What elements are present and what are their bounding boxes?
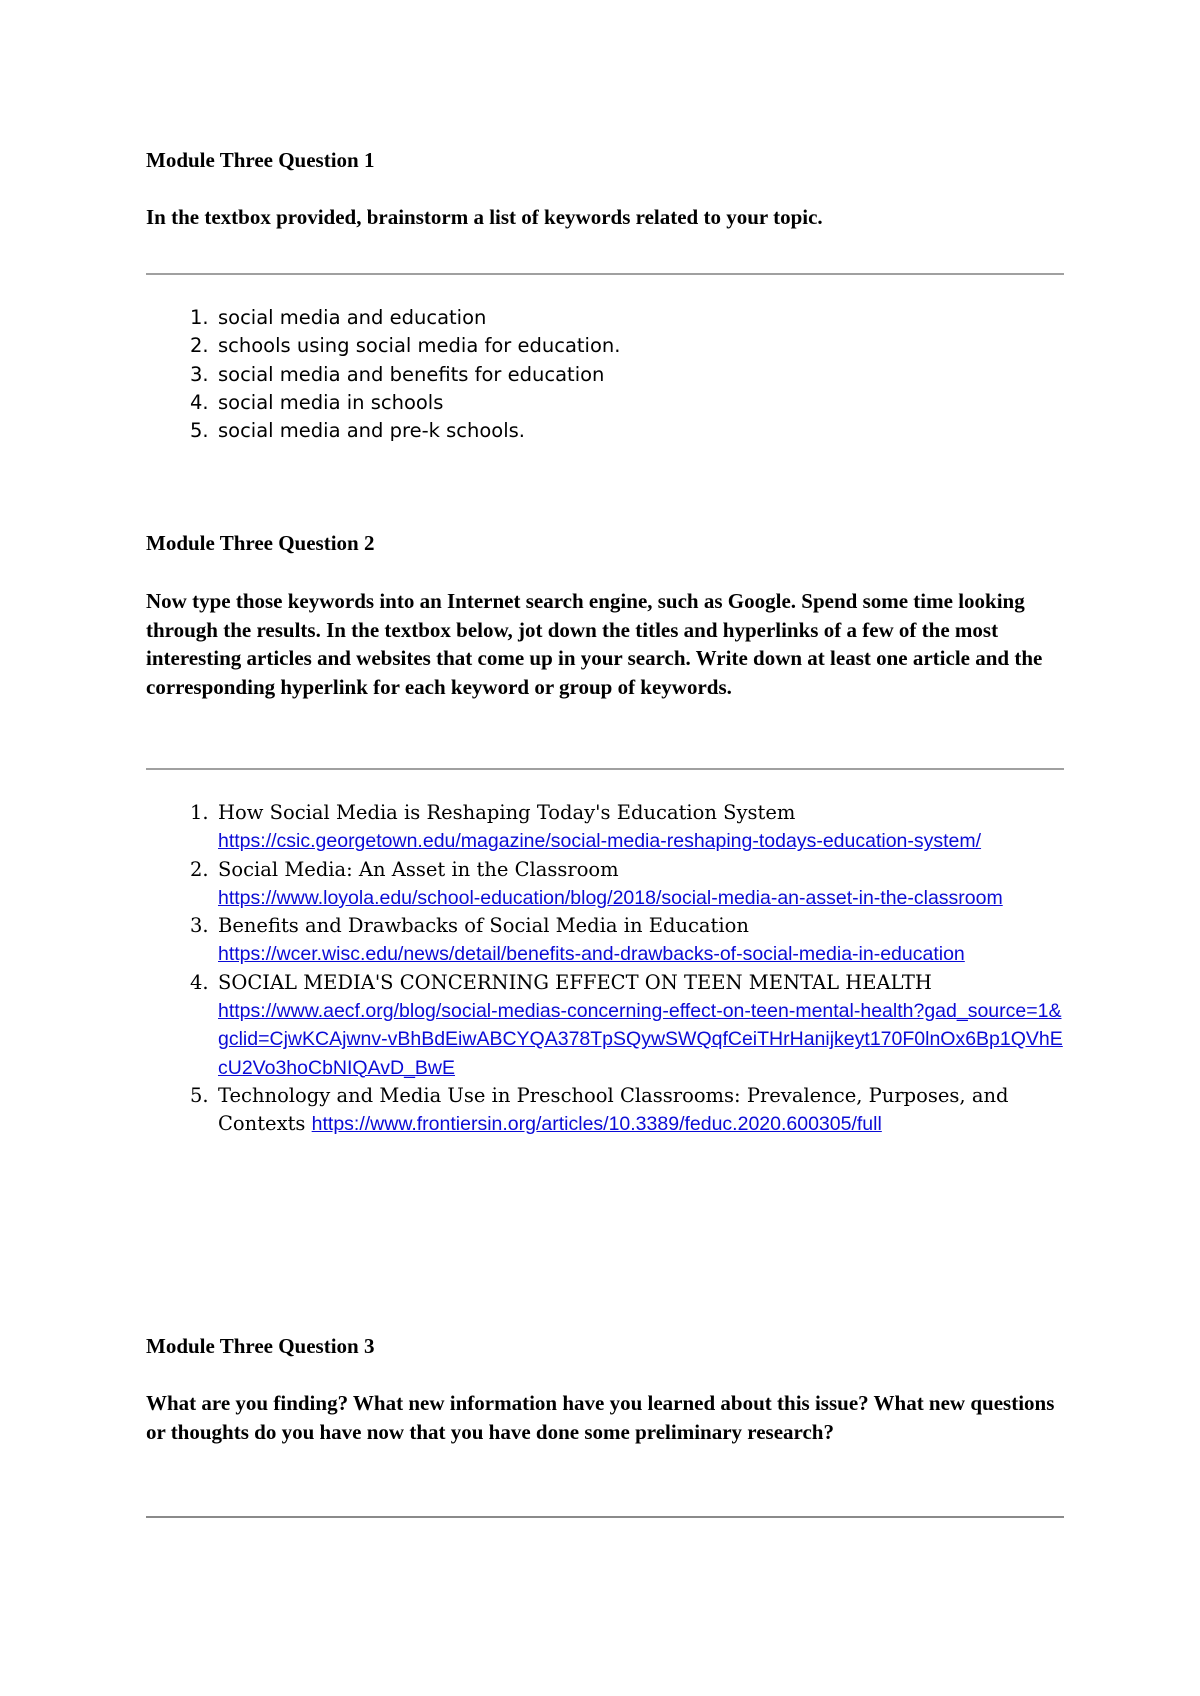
list-item: 4. social media in schools <box>190 390 444 414</box>
article-link[interactable]: https://www.loyola.edu/school-education/blog/2018/social-media-an-asset-in-the-classroom <box>218 886 1003 909</box>
list-item: 3. social media and benefits for education <box>190 362 605 386</box>
list-item: 5. social media and pre-k schools. <box>190 419 525 443</box>
article-title: Benefits and Drawbacks of Social Media in Education <box>218 914 749 938</box>
article-title: Technology and Media Use in Preschool Classrooms: Prevalence, Purposes, and Contexts <box>218 1083 1009 1136</box>
keyword-text: social media and benefits for education <box>218 362 605 386</box>
q1-keyword-list <box>190 304 1070 445</box>
article-title: Social Media: An Asset in the Classroom <box>218 857 619 881</box>
article-title: How Social Media is Reshaping Today's Education System <box>218 801 796 824</box>
list-item: 1. How Social Media is Reshaping Today's Education System https://csic.georgetown.edu/magazine/social-media-reshaping-todays-education-system/ <box>190 799 1070 856</box>
q2-prompt: Now type those keywords into an Internet search engine, such as Google. Spend some time looking through the results. In the textbox below, jot down the titles and hyperlinks of a few of the most interesting articles and websites that come up in your search. Write down at least one article and the corresponding hyperlink for each keyword or group of keywords. <box>146 589 1043 699</box>
list-item: 4. SOCIAL MEDIA'S CONCERNING EFFECT ON TEEN MENTAL HEALTH https://www.aecf.org/blog/social-medias-concerning-effect-on-teen-mental-health?gad_source=1&gclid=CjwKCAjwnv-vBhBdEiwABCYQA378TpSQywSWQqfCeiTHrHanijkeyt170F0lnOx6Bp1QVhEcU2Vo3hoCbNIQAvD_BwE <box>190 969 1070 1082</box>
keyword-text: social media and education <box>218 306 487 329</box>
article-link[interactable]: https://wcer.wisc.edu/news/detail/benefits-and-drawbacks-of-social-media-in-education <box>218 943 965 966</box>
keyword-text: schools using social media for education. <box>218 334 621 358</box>
q2-article-list <box>190 799 1070 1139</box>
article-link[interactable]: https://www.frontiersin.org/articles/10.3389/feduc.2020.600305/full <box>311 1113 882 1136</box>
list-item: 3. Benefits and Drawbacks of Social Media in Education https://wcer.wisc.edu/news/detail/benefits-and-drawbacks-of-social-media-in-education <box>190 912 1070 969</box>
list-item: 2. schools using social media for education. <box>190 334 621 358</box>
q2-heading: Module Three Question 2 <box>146 531 375 555</box>
article-title: SOCIAL MEDIA'S CONCERNING EFFECT ON TEEN MENTAL HEALTH <box>218 970 932 994</box>
keyword-text: social media in schools <box>218 390 444 414</box>
q1-prompt: In the textbox provided, brainstorm a list of keywords related to your topic. <box>146 205 823 229</box>
q2-textbox-divider <box>146 768 1064 770</box>
q1-textbox-divider <box>146 273 1064 275</box>
article-link[interactable]: https://csic.georgetown.edu/magazine/social-media-reshaping-todays-education-system/ <box>218 830 982 853</box>
list-item: 1. social media and education <box>190 306 487 329</box>
keyword-text: social media and pre-k schools. <box>218 419 525 443</box>
article-link[interactable]: https://www.aecf.org/blog/social-medias-concerning-effect-on-teen-mental-health?gad_source=1&gclid=CjwKCAjwnv-vBhBdEiwABCYQA378TpSQywSWQqfCeiTHrHanijkeyt170F0lnOx6Bp1QVhEcU2Vo3hoCbNIQAvD_BwE <box>218 1000 1063 1079</box>
q3-prompt: What are you finding? What new information have you learned about this issue? What new questions or thoughts do you have now that you have done some preliminary research? <box>146 1391 1055 1444</box>
q1-heading: Module Three Question 1 <box>146 148 375 172</box>
q3-textbox-divider <box>146 1516 1064 1518</box>
q3-heading: Module Three Question 3 <box>146 1334 375 1358</box>
list-item: 2. Social Media: An Asset in the Classroom https://www.loyola.edu/school-education/blog/2018/social-media-an-asset-in-the-classroom <box>190 856 1070 913</box>
list-item: 5. Technology and Media Use in Preschool Classrooms: Prevalence, Purposes, and Contexts https://www.frontiersin.org/articles/10.3389/feduc.2020.600305/full <box>190 1083 1009 1136</box>
